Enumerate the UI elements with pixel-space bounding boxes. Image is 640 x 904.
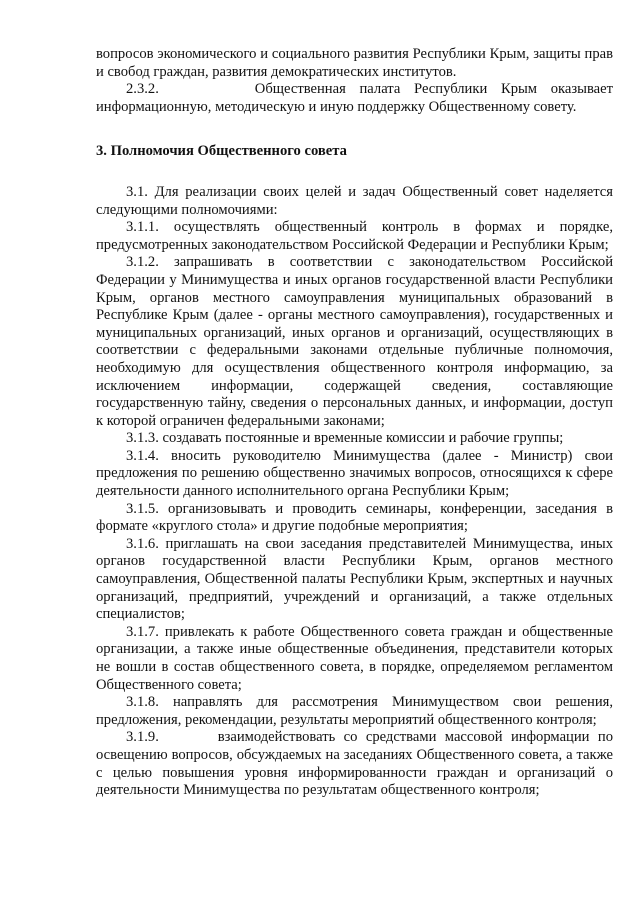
section-heading: 3. Полномочия Общественного совета (96, 143, 347, 160)
list-item: 3.1.6. приглашать на свои заседания представителей Минимущества, иных органов государственной власти Республики Крым, органов местного самоуправления, Общественной палаты Республики Крым, экспертных и научных организаций, предприятий, учреждений и организаций, а также отдельных специалистов; (96, 535, 613, 623)
paragraph: 3.1. Для реализации своих целей и задач Общественный совет наделяется следующими полномочиями: (96, 183, 613, 218)
list-item: 3.1.8. направлять для рассмотрения Минимуществом свои решения, предложения, рекомендации, результаты мероприятий общественного контроля; (96, 694, 613, 728)
list-item: 3.1.2. запрашивать в соответствии с законодательством Российской Федерации у Минимущества и иных органов государственной власти Республики Крым, органов местного самоуправления муниципальных образований в Республике Крым (далее - органы местного самоуправления), государственных и муниципальных организаций, иных органов и организаций, осуществляющих в соответствии с федеральными законами отдельные публичные полномочия, необходимую для осуществления общественного контроля информацию, за исключением информации, содержащей сведения, составляющие государственную тайну, сведения о персональных данных, и информации, доступ к которой ограничен федеральными законами; (96, 254, 613, 429)
list-item: 3.1.9. взаимодействовать со средствами массовой информации по освещению вопросов, обсуждаемых на заседаниях Общественного совета, а также с целью повышения уровня информированности граждан и организаций о деятельности Минимущества по результатам общественного контроля; (96, 729, 613, 799)
list-item: 3.1.4. вносить руководителю Минимущества (далее - Министр) свои предложения по решению общественно значимых вопросов, относящихся к сфере деятельности данного исполнительного органа Республики Крым; (96, 447, 613, 500)
paragraph: 2.3.2. Общественная палата Республики Крым оказывает информационную, методическую и иную поддержку Общественному совету. (96, 81, 613, 115)
paragraph: вопросов экономического и социального развития Республики Крым, защиты прав и свобод граждан, развития демократических институтов. (96, 46, 613, 80)
list-item: 3.1.7. привлекать к работе Общественного совета граждан и общественные организации, а также иные общественные объединения, представители которых не вошли в состав общественного совета, в порядке, определяемом регламентом Общественного совета; (96, 623, 613, 693)
document-page (96, 46, 613, 800)
list-item: 3.1.1. осуществлять общественный контроль в формах и порядке, предусмотренных законодательством Российской Федерации и Республики Крым; (96, 219, 613, 253)
list-item: 3.1.3. создавать постоянные и временные комиссии и рабочие группы; (126, 430, 564, 447)
list-item: 3.1.5. организовывать и проводить семинары, конференции, заседания в формате «круглого стола» и другие подобные мероприятия; (96, 500, 613, 535)
